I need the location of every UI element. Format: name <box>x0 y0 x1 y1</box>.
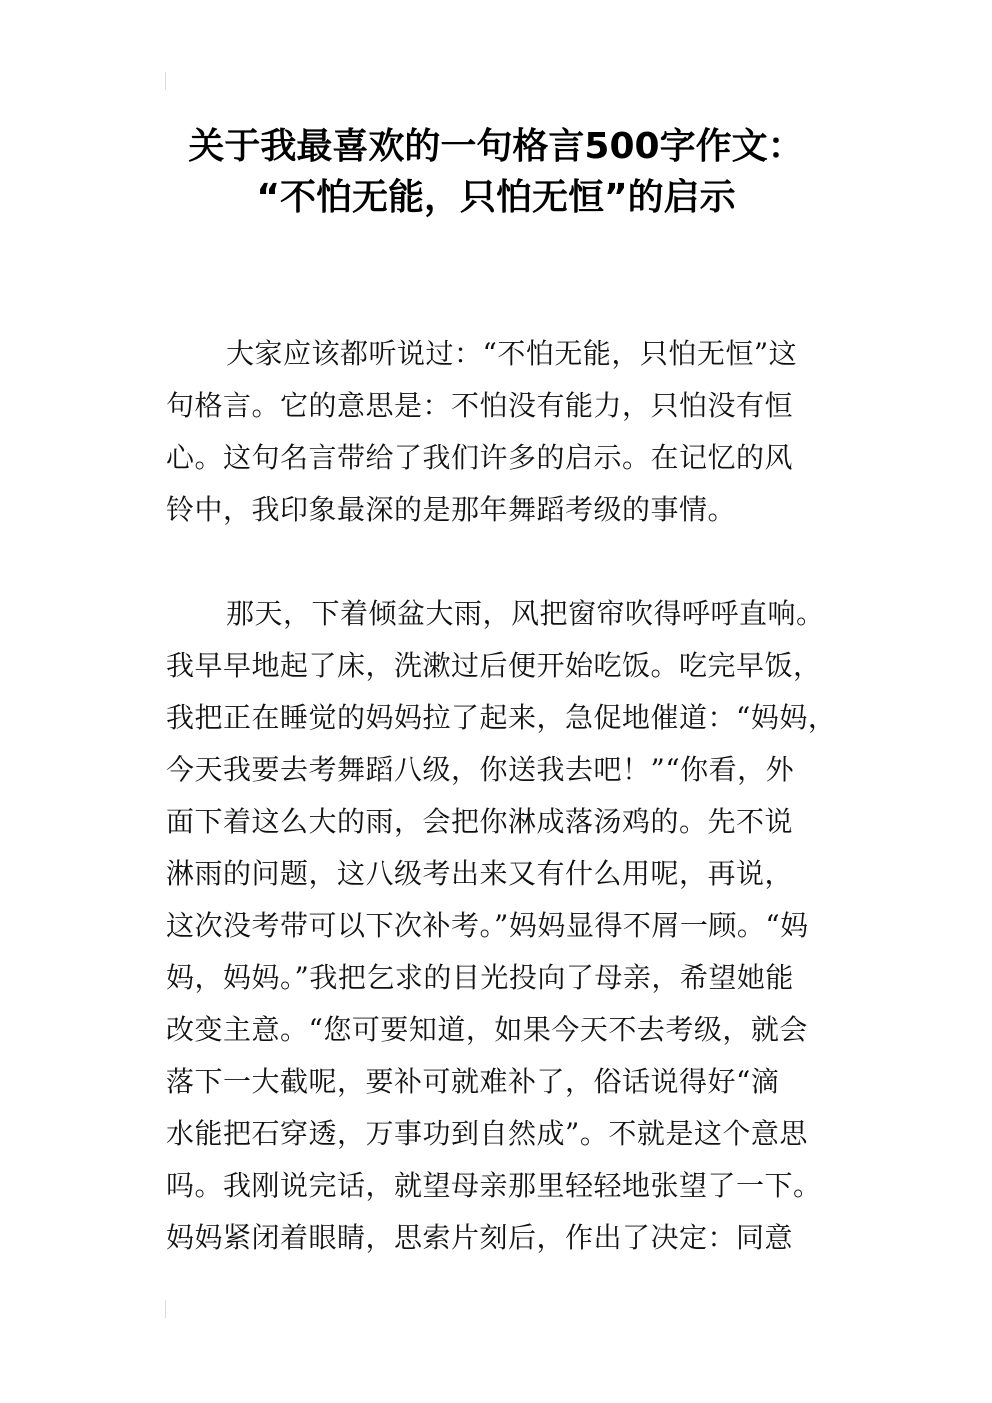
text-line: 我把正在睡觉的妈妈拉了起来，急促地催道：“妈妈， <box>166 701 837 734</box>
text-line: 改变主意。“您可要知道，如果今天不去考级，就会 <box>166 1013 808 1046</box>
text-line: 面下着这么大的雨，会把你淋成落汤鸡的。先不说 <box>166 805 794 838</box>
paragraph-2 <box>166 588 846 1264</box>
text-line: 我早早地起了床，洗漱过后便开始吃饭。吃完早饭， <box>166 649 822 682</box>
text-line: 水能把石穿透，万事功到自然成”。不就是这个意思 <box>166 1117 808 1150</box>
text-line: 吗。我刚说完话，就望母亲那里轻轻地张望了一下。 <box>166 1169 822 1202</box>
text-line: 句格言。它的意思是：不怕没有能力，只怕没有恒 <box>166 389 794 422</box>
text-line: 淋雨的问题，这八级考出来又有什么用呢，再说， <box>166 857 794 890</box>
title-line-2: “不怕无能，只怕无恒”的启示 <box>256 177 736 218</box>
text-line: 心。这句名言带给了我们许多的启示。在记忆的风 <box>166 441 794 474</box>
text-line: 大家应该都听说过：“不怕无能，只怕无恒”这 <box>226 337 798 370</box>
text-line: 那天，下着倾盆大雨，风把窗帘吹得呼呼直响。 <box>226 597 825 630</box>
title-line-1: 关于我最喜欢的一句格言500字作文： <box>188 126 804 167</box>
text-line: 落下一大截呢，要补可就难补了，俗话说得好“滴 <box>166 1065 780 1098</box>
text-line: 铃中，我印象最深的是那年舞蹈考级的事情。 <box>166 493 737 526</box>
paragraph-1 <box>166 328 846 536</box>
page-margin-mark-top <box>165 72 166 90</box>
text-line: 妈妈紧闭着眼睛，思索片刻后，作出了决定：同意 <box>166 1221 794 1254</box>
text-line: 今天我要去考舞蹈八级，你送我去吧！”“你看，外 <box>166 753 795 786</box>
text-line: 这次没考带可以下次补考。”妈妈显得不屑一顾。“妈 <box>166 909 809 942</box>
page-margin-mark-bottom <box>165 1300 166 1318</box>
text-line: 妈，妈妈。”我把乞求的目光投向了母亲，希望她能 <box>166 961 794 994</box>
